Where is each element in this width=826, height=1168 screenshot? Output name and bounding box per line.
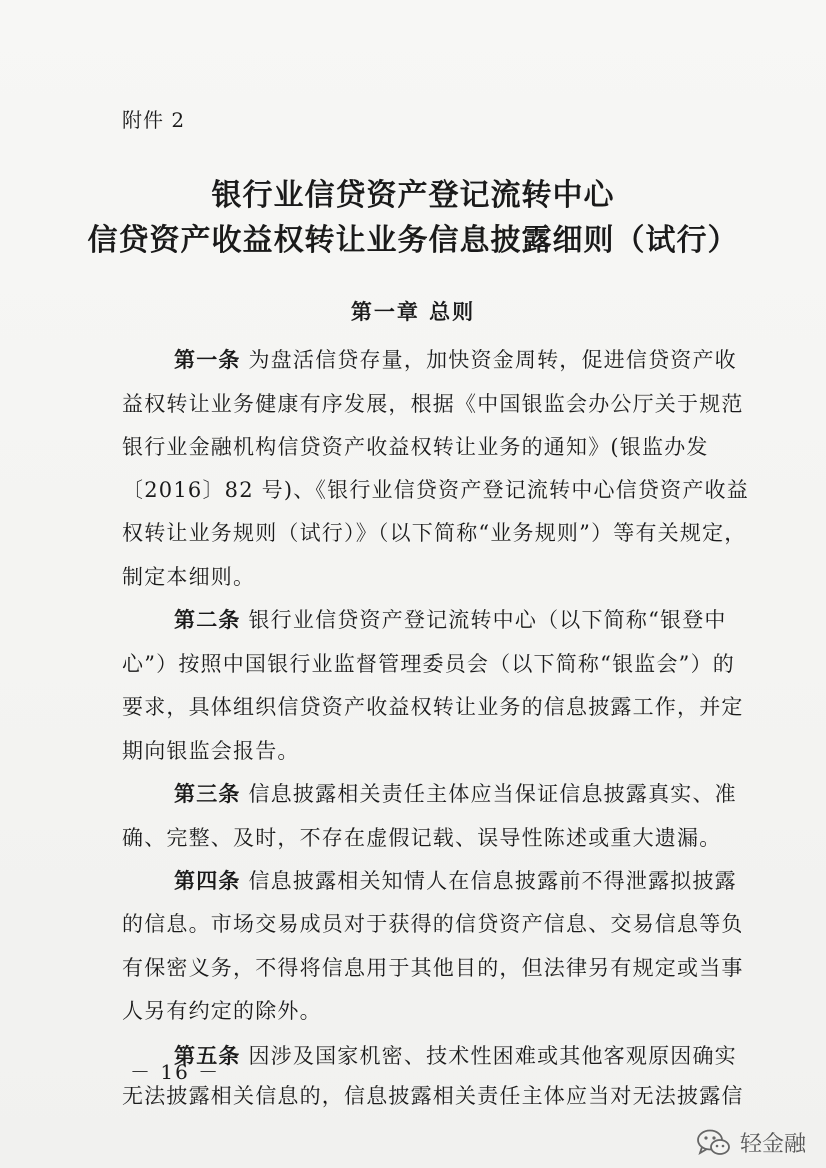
article-label: 第一条 (174, 347, 241, 372)
line-text: 因涉及国家机密、技术性困难或其他客观原因确实 (240, 1044, 737, 1068)
page-number: － 16 － (130, 1060, 221, 1084)
body-line (122, 517, 746, 547)
body-line (174, 1040, 737, 1070)
body-line (122, 908, 744, 938)
body-line (122, 648, 735, 678)
body-line (122, 995, 322, 1025)
body-line (122, 561, 255, 591)
attachment-label: 附件 2 (122, 108, 186, 132)
line-text: 无法披露相关信息的，信息披露相关责任主体应当对无法披露信 (122, 1084, 744, 1108)
body-line (122, 474, 749, 504)
body-line (122, 822, 721, 852)
line-text: 要求，具体组织信贷资产收益权转让业务的信息披露工作，并定 (122, 695, 744, 719)
body-line (122, 691, 744, 721)
line-text: 权转让业务规则（试行）》（以下简称“业务规则”）等有关规定， (122, 521, 747, 545)
body-line (122, 952, 744, 982)
line-text: 银行业金融机构信贷资产收益权转让业务的通知》(银监办发 (122, 435, 709, 459)
line-text: 制定本细则。 (122, 565, 256, 589)
line-text: 信息披露相关知情人在信息披露前不得泄露拟披露 (240, 869, 737, 893)
line-text: 心”）按照中国银行业监督管理委员会（以下简称“银监会”）的 (122, 652, 736, 676)
body-line (174, 604, 727, 634)
body-line (174, 865, 737, 895)
line-text: 〔2016〕82 号)、《银行业信贷资产登记流转中心信贷资产收益 (122, 478, 749, 502)
document-title-line-1: 银行业信贷资产登记流转中心 (211, 178, 615, 213)
body-line (122, 735, 300, 765)
body-line (122, 431, 709, 461)
line-text: 期向银监会报告。 (122, 739, 300, 763)
line-text: 的信息。市场交易成员对于获得的信贷资产信息、交易信息等负 (122, 912, 744, 936)
line-text: 有保密义务，不得将信息用于其他目的，但法律另有规定或当事 (122, 956, 744, 980)
article-label: 第五条 (174, 1043, 241, 1068)
chapter-heading: 第一章 总则 (350, 299, 476, 324)
article-label: 第四条 (174, 868, 241, 893)
body-line (122, 388, 744, 418)
line-text: 信息披露相关责任主体应当保证信息披露真实、准 (240, 782, 737, 806)
line-text: 确、完整、及时，不存在虚假记载、误导性陈述或重大遗漏。 (122, 826, 722, 850)
body-line (174, 778, 737, 808)
watermark (696, 1127, 806, 1158)
document-title-line-2: 信贷资产收益权转让业务信息披露细则（试行） (87, 223, 739, 258)
line-text: 人另有约定的除外。 (122, 999, 322, 1023)
watermark-text: 轻金融 (739, 1132, 806, 1157)
wechat-icon (696, 1128, 732, 1158)
article-label: 第三条 (174, 781, 241, 806)
line-text: 为盘活信贷存量，加快资金周转，促进信贷资产收 (240, 348, 737, 372)
line-text: 银行业信贷资产登记流转中心（以下简称“银登中 (240, 608, 727, 632)
body-line (174, 344, 737, 374)
article-label: 第二条 (174, 607, 241, 632)
line-text: 益权转让业务健康有序发展，根据《中国银监会办公厅关于规范 (122, 392, 744, 416)
